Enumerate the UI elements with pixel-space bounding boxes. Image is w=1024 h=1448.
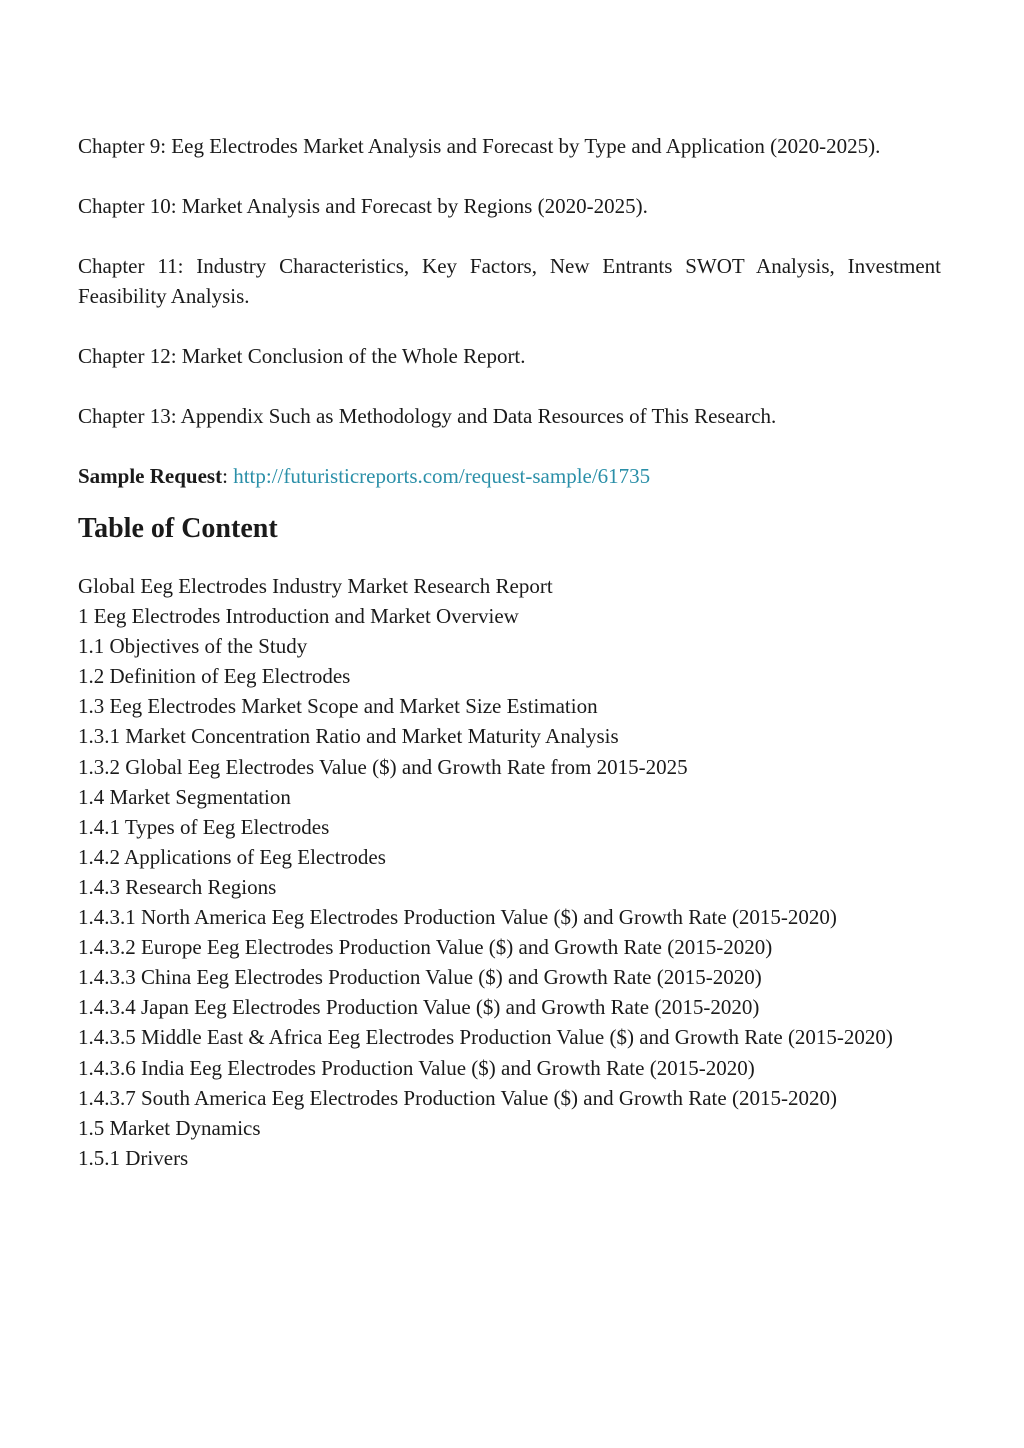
toc-item: 1.2 Definition of Eeg Electrodes <box>78 664 351 689</box>
toc-item: 1.3.1 Market Concentration Ratio and Market Maturity Analysis <box>78 724 619 749</box>
toc-item: 1.4.1 Types of Eeg Electrodes <box>78 814 330 839</box>
document-page <box>78 131 941 1173</box>
chapter-10-paragraph: Chapter 10: Market Analysis and Forecast by Regions (2020-2025). <box>78 194 648 218</box>
toc-item: 1.4.3.5 Middle East & Africa Eeg Electrodes Production Value ($) and Growth Rate (2015-2020) <box>78 1025 893 1050</box>
toc-item: 1.4.3.2 Europe Eeg Electrodes Production Value ($) and Growth Rate (2015-2020) <box>78 935 773 960</box>
sample-request-line <box>78 461 941 491</box>
toc-item: 1.3.2 Global Eeg Electrodes Value ($) and Growth Rate from 2015-2025 <box>78 754 688 779</box>
toc-list <box>78 571 941 1173</box>
toc-item: 1.5.1 Drivers <box>78 1145 189 1170</box>
toc-item: 1.3 Eeg Electrodes Market Scope and Market Size Estimation <box>78 694 598 719</box>
toc-item: 1.4.2 Applications of Eeg Electrodes <box>78 844 386 869</box>
toc-item: 1.4.3.4 Japan Eeg Electrodes Production Value ($) and Growth Rate (2015-2020) <box>78 995 760 1020</box>
chapter-11-paragraph: Chapter 11: Industry Characteristics, Key Factors, New Entrants SWOT Analysis, Investment Feasibility Analysis. <box>78 254 941 308</box>
toc-item: 1.4 Market Segmentation <box>78 784 291 809</box>
chapter-12-paragraph: Chapter 12: Market Conclusion of the Whole Report. <box>78 344 526 368</box>
toc-item: 1.5 Market Dynamics <box>78 1115 261 1140</box>
sample-request-link[interactable]: http://futuristicreports.com/request-sample/61735 <box>233 464 651 488</box>
toc-item: 1.4.3 Research Regions <box>78 874 277 899</box>
toc-item: 1.4.3.3 China Eeg Electrodes Production Value ($) and Growth Rate (2015-2020) <box>78 965 762 990</box>
toc-item: 1.4.3.1 North America Eeg Electrodes Production Value ($) and Growth Rate (2015-2020) <box>78 905 837 930</box>
toc-item: 1.1 Objectives of the Study <box>78 634 308 659</box>
toc-item: Global Eeg Electrodes Industry Market Research Report <box>78 574 553 598</box>
sample-request-label: Sample Request <box>78 464 223 488</box>
toc-item: 1.4.3.6 India Eeg Electrodes Production Value ($) and Growth Rate (2015-2020) <box>78 1055 755 1080</box>
toc-heading: Table of Content <box>78 513 278 544</box>
sample-request-separator: : <box>222 464 228 488</box>
toc-item: 1.4.3.7 South America Eeg Electrodes Production Value ($) and Growth Rate (2015-2020) <box>78 1085 837 1110</box>
chapter-13-paragraph: Chapter 13: Appendix Such as Methodology and Data Resources of This Research. <box>78 404 777 428</box>
toc-item: 1 Eeg Electrodes Introduction and Market Overview <box>78 604 519 629</box>
chapter-9-paragraph: Chapter 9: Eeg Electrodes Market Analysis and Forecast by Type and Application (2020-2025). <box>78 134 881 158</box>
